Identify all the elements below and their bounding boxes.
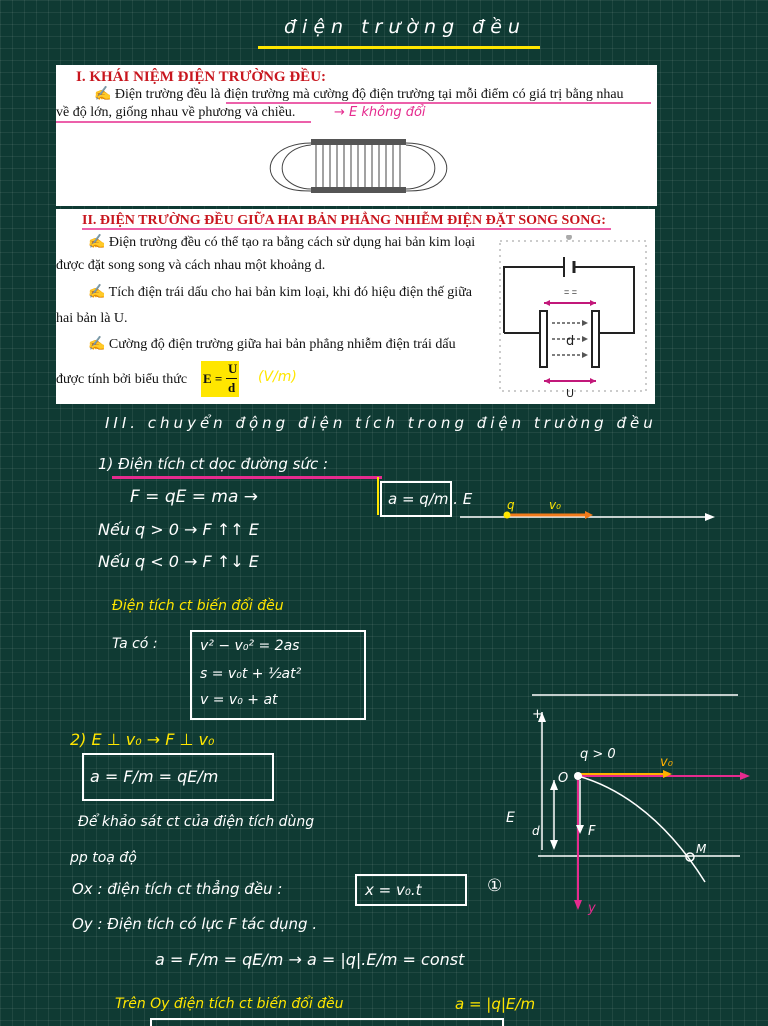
case1-title-underline <box>112 476 382 479</box>
diagram-v0-label: v₀ <box>660 755 673 770</box>
case1-accel-marker <box>377 477 387 515</box>
trajectory-diagram <box>500 690 760 925</box>
formula-fraction-bar <box>226 378 237 379</box>
case2-bottom-equation: a = |q|E/m <box>455 995 536 1013</box>
diagram-q-label: q > 0 <box>580 747 616 762</box>
title-underline <box>258 46 540 49</box>
case2-oy-text: Oy : Điện tích có lực F tác dụng . <box>72 915 318 933</box>
section1-text-line2: về độ lớn, giống nhau về phương và chiều. <box>56 105 296 120</box>
page-title: điện trường đều <box>284 16 526 38</box>
section2-unit-note: (V/m) <box>258 369 297 385</box>
case2-ox-eq-number: ① <box>487 876 503 896</box>
case1-ta-co: Ta có : <box>112 636 158 652</box>
section2-p1-line1: ✍ Điện trường đều có thể tạo ra bằng cách sử dụng hai bản kim loại <box>88 235 476 250</box>
diagram-f-label: F <box>588 824 596 839</box>
case2-title: 2) E ⊥ v₀ → F ⊥ v₀ <box>70 730 215 749</box>
section2-p3-line2: được tính bởi biểu thức <box>56 372 188 387</box>
section2-p2-line2: hai bản là U. <box>56 311 128 326</box>
case1-motion-text: Điện tích ct biến đổi đều <box>112 598 284 614</box>
section2-p1-line2: được đặt song song và cách nhau một khoảng d. <box>56 258 326 273</box>
case1-equations-box <box>190 630 366 720</box>
case1-axis-v0-label: v₀ <box>549 498 561 512</box>
formula-box <box>201 361 239 397</box>
case1-eq2: s = v₀t + ½at² <box>200 666 302 682</box>
case1-positive-line: Nếu q > 0 → F ↑↑ E <box>98 520 259 539</box>
formula-numerator: U <box>228 361 238 376</box>
case1-title: 1) Điện tích ct dọc đường sức : <box>98 455 329 473</box>
case1-accel-box: a = q/m . E <box>380 481 452 517</box>
case2-accel-box: a = F/m = qE/m <box>82 753 274 801</box>
diagram-o-label: O <box>558 771 569 786</box>
diagram-m-label: M <box>696 842 707 856</box>
diagram-y-label: y <box>588 901 596 916</box>
capacitor-d-label: d <box>566 334 575 349</box>
case1-motion-axis <box>455 495 720 535</box>
diagram-d-label: d <box>532 824 540 838</box>
section1-card <box>56 65 657 206</box>
case1-eq3: v = v₀ + at <box>200 692 278 708</box>
formula-denominator: d <box>228 380 236 395</box>
uniform-field-diagram <box>256 131 456 201</box>
capacitor-diagram <box>496 235 651 400</box>
section1-heading: I. KHÁI NIỆM ĐIỆN TRƯỜNG ĐỀU: <box>76 69 327 85</box>
section2-p2-line1: ✍ Tích điện trái dấu cho hai bản kim loại, khi đó hiệu điện thế giữa <box>88 285 473 300</box>
svg-text:= =: = = <box>564 287 578 297</box>
section1-note: → E không đổi <box>334 105 426 120</box>
section2-card <box>56 209 655 404</box>
diagram-e-label: E <box>506 810 515 826</box>
section2-heading: II. ĐIỆN TRƯỜNG ĐỀU GIỮA HAI BẢN PHẲNG NHIỄM ĐIỆN ĐẶT SONG SONG: <box>82 213 606 228</box>
formula-lhs: E = <box>203 371 223 386</box>
case1-newton-eq: F = qE = ma → <box>130 487 259 507</box>
section1-text-line1: ✍ Điện trường đều là điện trường mà cường độ điện trường tại mỗi điểm có giá trị bằng nhau <box>94 87 624 102</box>
case1-negative-line: Nếu q < 0 → F ↑↓ E <box>98 552 259 571</box>
case2-ox-text: Ox : điện tích ct thẳng đều : <box>72 880 283 898</box>
case1-eq1: v² − v₀² = 2as <box>200 638 300 654</box>
section3-heading: III. chuyển động điện tích trong điện trường đều <box>105 414 657 432</box>
case2-method: pp toạ độ <box>70 850 137 866</box>
capacitor-u-label: U <box>566 387 575 400</box>
case2-bottom-box-edge <box>150 1018 504 1026</box>
case1-axis-q-label: q <box>507 498 515 512</box>
diagram-plus-label: + <box>532 707 543 722</box>
section2-p3-line1: ✍ Cường độ điện trường giữa hai bản phẳng nhiễm điện trái dấu <box>88 337 456 352</box>
case2-ox-eq-box: x = v₀.t <box>355 874 467 906</box>
case2-description: Để khảo sát ct của điện tích dùng <box>78 814 315 830</box>
case2-bottom-text: Trên Oy điện tích ct biến đổi đều <box>115 996 344 1012</box>
case2-oy-equation: a = F/m = qE/m → a = |q|.E/m = const <box>155 950 465 969</box>
